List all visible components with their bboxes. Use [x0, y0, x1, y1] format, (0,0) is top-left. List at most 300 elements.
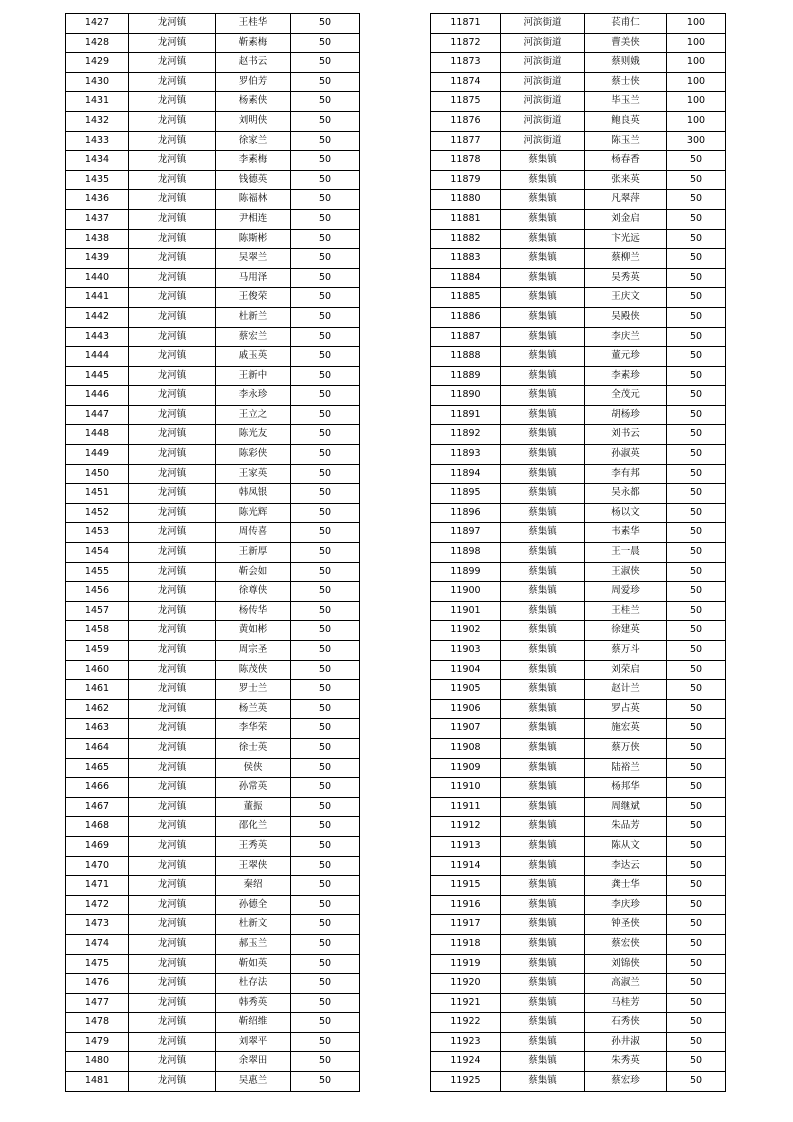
person-name: 戚玉英 [216, 347, 291, 367]
row-number: 11895 [431, 484, 501, 504]
town-name: 龙河镇 [129, 503, 216, 523]
town-name: 龙河镇 [129, 974, 216, 994]
row-number: 11888 [431, 347, 501, 367]
town-name: 蔡集镇 [501, 601, 585, 621]
row-number: 11905 [431, 680, 501, 700]
town-name: 龙河镇 [129, 699, 216, 719]
town-name: 龙河镇 [129, 1072, 216, 1092]
row-number: 1453 [66, 523, 129, 543]
person-name: 吴翠兰 [216, 249, 291, 269]
person-name: 刘锦侠 [585, 954, 667, 974]
person-name: 杨传华 [216, 601, 291, 621]
amount: 50 [291, 562, 360, 582]
table-row [431, 562, 726, 582]
amount: 50 [667, 562, 726, 582]
town-name: 龙河镇 [129, 464, 216, 484]
town-name: 龙河镇 [129, 543, 216, 563]
person-name: 秦绍 [216, 876, 291, 896]
person-name: 李素珍 [585, 366, 667, 386]
amount: 50 [667, 601, 726, 621]
table-row [431, 464, 726, 484]
row-number: 1477 [66, 993, 129, 1013]
person-name: 杜新兰 [216, 307, 291, 327]
town-name: 蔡集镇 [501, 993, 585, 1013]
person-name: 陈斯彬 [216, 229, 291, 249]
row-number: 11902 [431, 621, 501, 641]
person-name: 陈彩侠 [216, 445, 291, 465]
town-name: 蔡集镇 [501, 660, 585, 680]
table-row [431, 405, 726, 425]
person-name: 龚士华 [585, 876, 667, 896]
town-name: 河滨街道 [501, 92, 585, 112]
town-name: 龙河镇 [129, 582, 216, 602]
row-number: 1436 [66, 190, 129, 210]
row-number: 1429 [66, 53, 129, 73]
row-number: 1475 [66, 954, 129, 974]
amount: 50 [667, 1072, 726, 1092]
table-row [66, 1072, 360, 1092]
amount: 50 [291, 934, 360, 954]
table-row [66, 836, 360, 856]
table-row [66, 366, 360, 386]
left-roster-table [65, 13, 360, 1092]
table-row [431, 249, 726, 269]
person-name: 陈光辉 [216, 503, 291, 523]
person-name: 鲍良英 [585, 111, 667, 131]
person-name: 蔡宏兰 [216, 327, 291, 347]
amount: 50 [291, 170, 360, 190]
amount: 100 [667, 14, 726, 34]
row-number: 11887 [431, 327, 501, 347]
row-number: 1430 [66, 72, 129, 92]
amount: 50 [667, 582, 726, 602]
table-row [431, 386, 726, 406]
town-name: 龙河镇 [129, 915, 216, 935]
row-number: 11911 [431, 797, 501, 817]
person-name: 凡翠萍 [585, 190, 667, 210]
person-name: 董振 [216, 797, 291, 817]
table-row [431, 92, 726, 112]
row-number: 11885 [431, 288, 501, 308]
person-name: 尹相连 [216, 209, 291, 229]
person-name: 罗士兰 [216, 680, 291, 700]
table-row [66, 445, 360, 465]
person-name: 杨兰英 [216, 699, 291, 719]
row-number: 1451 [66, 484, 129, 504]
row-number: 11877 [431, 131, 501, 151]
table-row [431, 72, 726, 92]
person-name: 高淑兰 [585, 974, 667, 994]
town-name: 龙河镇 [129, 797, 216, 817]
table-row [66, 699, 360, 719]
town-name: 蔡集镇 [501, 151, 585, 171]
row-number: 1458 [66, 621, 129, 641]
town-name: 龙河镇 [129, 895, 216, 915]
right-roster-table [430, 13, 726, 1092]
amount: 50 [291, 464, 360, 484]
row-number: 1471 [66, 876, 129, 896]
amount: 50 [667, 954, 726, 974]
table-row [431, 954, 726, 974]
table-row [431, 778, 726, 798]
person-name: 孙淑英 [585, 445, 667, 465]
town-name: 蔡集镇 [501, 758, 585, 778]
table-row [431, 307, 726, 327]
table-row [66, 601, 360, 621]
row-number: 11872 [431, 33, 501, 53]
amount: 50 [291, 523, 360, 543]
amount: 50 [291, 974, 360, 994]
town-name: 蔡集镇 [501, 229, 585, 249]
town-name: 蔡集镇 [501, 268, 585, 288]
row-number: 1478 [66, 1013, 129, 1033]
row-number: 1450 [66, 464, 129, 484]
table-row [431, 425, 726, 445]
amount: 50 [291, 484, 360, 504]
town-name: 龙河镇 [129, 405, 216, 425]
town-name: 蔡集镇 [501, 934, 585, 954]
person-name: 刘荣启 [585, 660, 667, 680]
amount: 50 [291, 503, 360, 523]
person-name: 陆裕兰 [585, 758, 667, 778]
person-name: 杨以文 [585, 503, 667, 523]
row-number: 1463 [66, 719, 129, 739]
town-name: 龙河镇 [129, 209, 216, 229]
person-name: 朱品芳 [585, 817, 667, 837]
row-number: 11873 [431, 53, 501, 73]
amount: 50 [291, 797, 360, 817]
town-name: 河滨街道 [501, 14, 585, 34]
table-row [431, 895, 726, 915]
row-number: 1456 [66, 582, 129, 602]
row-number: 11914 [431, 856, 501, 876]
town-name: 龙河镇 [129, 307, 216, 327]
row-number: 11892 [431, 425, 501, 445]
table-row [66, 484, 360, 504]
person-name: 苌甫仁 [585, 14, 667, 34]
amount: 50 [667, 405, 726, 425]
row-number: 1452 [66, 503, 129, 523]
town-name: 蔡集镇 [501, 797, 585, 817]
row-number: 11897 [431, 523, 501, 543]
person-name: 刘翠平 [216, 1032, 291, 1052]
amount: 50 [291, 288, 360, 308]
row-number: 1466 [66, 778, 129, 798]
amount: 50 [667, 993, 726, 1013]
row-number: 11898 [431, 543, 501, 563]
row-number: 1438 [66, 229, 129, 249]
table-row [431, 1013, 726, 1033]
row-number: 11894 [431, 464, 501, 484]
town-name: 蔡集镇 [501, 425, 585, 445]
table-row [431, 680, 726, 700]
town-name: 龙河镇 [129, 170, 216, 190]
table-row [431, 523, 726, 543]
person-name: 郝玉兰 [216, 934, 291, 954]
amount: 50 [291, 366, 360, 386]
town-name: 蔡集镇 [501, 562, 585, 582]
row-number: 11884 [431, 268, 501, 288]
table-row [66, 738, 360, 758]
person-name: 王庆文 [585, 288, 667, 308]
table-row [66, 386, 360, 406]
person-name: 孙井淑 [585, 1032, 667, 1052]
table-row [66, 151, 360, 171]
table-row [431, 660, 726, 680]
person-name: 徐尊侠 [216, 582, 291, 602]
person-name: 施宏英 [585, 719, 667, 739]
amount: 50 [667, 484, 726, 504]
table-row [66, 621, 360, 641]
amount: 50 [667, 307, 726, 327]
table-row [431, 209, 726, 229]
person-name: 靳绍维 [216, 1013, 291, 1033]
town-name: 蔡集镇 [501, 1052, 585, 1072]
table-row [66, 993, 360, 1013]
amount: 50 [667, 288, 726, 308]
amount: 50 [667, 836, 726, 856]
town-name: 龙河镇 [129, 151, 216, 171]
person-name: 蔡宏珍 [585, 1072, 667, 1092]
row-number: 1457 [66, 601, 129, 621]
table-row [431, 229, 726, 249]
person-name: 余翠田 [216, 1052, 291, 1072]
row-number: 1461 [66, 680, 129, 700]
amount: 50 [667, 170, 726, 190]
table-row [66, 582, 360, 602]
table-row [431, 327, 726, 347]
table-row [431, 641, 726, 661]
amount: 50 [291, 307, 360, 327]
person-name: 黄如彬 [216, 621, 291, 641]
table-row [431, 503, 726, 523]
row-number: 11883 [431, 249, 501, 269]
table-row [431, 876, 726, 896]
table-row [66, 856, 360, 876]
town-name: 龙河镇 [129, 190, 216, 210]
person-name: 曹美侠 [585, 33, 667, 53]
amount: 100 [667, 33, 726, 53]
town-name: 龙河镇 [129, 53, 216, 73]
table-row [431, 288, 726, 308]
table-row [66, 797, 360, 817]
person-name: 杨邦华 [585, 778, 667, 798]
row-number: 11915 [431, 876, 501, 896]
amount: 50 [667, 347, 726, 367]
row-number: 1428 [66, 33, 129, 53]
town-name: 龙河镇 [129, 445, 216, 465]
town-name: 河滨街道 [501, 33, 585, 53]
amount: 50 [291, 131, 360, 151]
table-row [66, 209, 360, 229]
town-name: 龙河镇 [129, 288, 216, 308]
amount: 50 [667, 425, 726, 445]
table-row [66, 758, 360, 778]
amount: 50 [291, 601, 360, 621]
table-row [431, 14, 726, 34]
row-number: 11903 [431, 641, 501, 661]
table-row [66, 327, 360, 347]
amount: 50 [667, 621, 726, 641]
person-name: 王俊荣 [216, 288, 291, 308]
row-number: 1455 [66, 562, 129, 582]
table-row [431, 170, 726, 190]
row-number: 1460 [66, 660, 129, 680]
person-name: 韩凤银 [216, 484, 291, 504]
person-name: 陈从文 [585, 836, 667, 856]
town-name: 龙河镇 [129, 92, 216, 112]
person-name: 吴秀英 [585, 268, 667, 288]
town-name: 龙河镇 [129, 347, 216, 367]
amount: 50 [291, 386, 360, 406]
town-name: 龙河镇 [129, 680, 216, 700]
amount: 50 [667, 1013, 726, 1033]
amount: 50 [291, 895, 360, 915]
amount: 100 [667, 53, 726, 73]
person-name: 王桂兰 [585, 601, 667, 621]
amount: 100 [667, 111, 726, 131]
town-name: 蔡集镇 [501, 327, 585, 347]
amount: 50 [291, 856, 360, 876]
town-name: 龙河镇 [129, 817, 216, 837]
amount: 50 [667, 503, 726, 523]
amount: 50 [667, 934, 726, 954]
table-row [431, 836, 726, 856]
person-name: 刘书云 [585, 425, 667, 445]
amount: 50 [291, 92, 360, 112]
table-row [66, 934, 360, 954]
person-name: 杜新文 [216, 915, 291, 935]
town-name: 蔡集镇 [501, 523, 585, 543]
amount: 300 [667, 131, 726, 151]
row-number: 11923 [431, 1032, 501, 1052]
table-row [66, 778, 360, 798]
row-number: 1427 [66, 14, 129, 34]
amount: 50 [667, 268, 726, 288]
person-name: 蔡则娥 [585, 53, 667, 73]
table-row [66, 288, 360, 308]
table-row [66, 190, 360, 210]
table-row [66, 170, 360, 190]
amount: 50 [291, 836, 360, 856]
person-name: 邵化兰 [216, 817, 291, 837]
row-number: 11890 [431, 386, 501, 406]
town-name: 龙河镇 [129, 33, 216, 53]
town-name: 蔡集镇 [501, 209, 585, 229]
amount: 50 [291, 758, 360, 778]
table-row [66, 895, 360, 915]
amount: 50 [667, 817, 726, 837]
person-name: 徐建英 [585, 621, 667, 641]
row-number: 11875 [431, 92, 501, 112]
amount: 50 [667, 151, 726, 171]
amount: 50 [667, 464, 726, 484]
row-number: 1467 [66, 797, 129, 817]
town-name: 蔡集镇 [501, 680, 585, 700]
row-number: 1444 [66, 347, 129, 367]
table-row [431, 543, 726, 563]
amount: 50 [291, 249, 360, 269]
town-name: 蔡集镇 [501, 386, 585, 406]
row-number: 1472 [66, 895, 129, 915]
town-name: 龙河镇 [129, 601, 216, 621]
amount: 50 [291, 268, 360, 288]
row-number: 11879 [431, 170, 501, 190]
person-name: 李有邦 [585, 464, 667, 484]
row-number: 11900 [431, 582, 501, 602]
amount: 50 [667, 1052, 726, 1072]
table-row [66, 249, 360, 269]
person-name: 李庆珍 [585, 895, 667, 915]
person-name: 孙常英 [216, 778, 291, 798]
row-number: 11924 [431, 1052, 501, 1072]
amount: 50 [667, 660, 726, 680]
amount: 50 [291, 53, 360, 73]
amount: 50 [667, 190, 726, 210]
person-name: 陈福林 [216, 190, 291, 210]
amount: 50 [291, 778, 360, 798]
town-name: 蔡集镇 [501, 778, 585, 798]
town-name: 蔡集镇 [501, 288, 585, 308]
town-name: 龙河镇 [129, 111, 216, 131]
person-name: 徐士英 [216, 738, 291, 758]
row-number: 11918 [431, 934, 501, 954]
table-row [431, 111, 726, 131]
amount: 50 [291, 1013, 360, 1033]
table-row [66, 229, 360, 249]
table-row [66, 915, 360, 935]
row-number: 11908 [431, 738, 501, 758]
row-number: 1469 [66, 836, 129, 856]
person-name: 靳会如 [216, 562, 291, 582]
person-name: 韩秀英 [216, 993, 291, 1013]
row-number: 11889 [431, 366, 501, 386]
person-name: 毕玉兰 [585, 92, 667, 112]
row-number: 1443 [66, 327, 129, 347]
person-name: 李素梅 [216, 151, 291, 171]
amount: 50 [667, 366, 726, 386]
row-number: 11878 [431, 151, 501, 171]
table-row [66, 405, 360, 425]
amount: 50 [667, 1032, 726, 1052]
table-row [431, 621, 726, 641]
table-row [431, 974, 726, 994]
town-name: 龙河镇 [129, 268, 216, 288]
person-name: 王桂华 [216, 14, 291, 34]
town-name: 龙河镇 [129, 954, 216, 974]
amount: 50 [291, 543, 360, 563]
table-row [431, 190, 726, 210]
row-number: 11901 [431, 601, 501, 621]
row-number: 1470 [66, 856, 129, 876]
row-number: 11909 [431, 758, 501, 778]
person-name: 钟圣侠 [585, 915, 667, 935]
table-row [66, 974, 360, 994]
row-number: 1464 [66, 738, 129, 758]
amount: 50 [667, 895, 726, 915]
table-row [431, 268, 726, 288]
person-name: 李达云 [585, 856, 667, 876]
person-name: 王家英 [216, 464, 291, 484]
person-name: 王新中 [216, 366, 291, 386]
person-name: 李庆兰 [585, 327, 667, 347]
person-name: 马用泽 [216, 268, 291, 288]
row-number: 1440 [66, 268, 129, 288]
row-number: 1435 [66, 170, 129, 190]
person-name: 韦素华 [585, 523, 667, 543]
town-name: 龙河镇 [129, 327, 216, 347]
right-roster-body [431, 14, 726, 1092]
